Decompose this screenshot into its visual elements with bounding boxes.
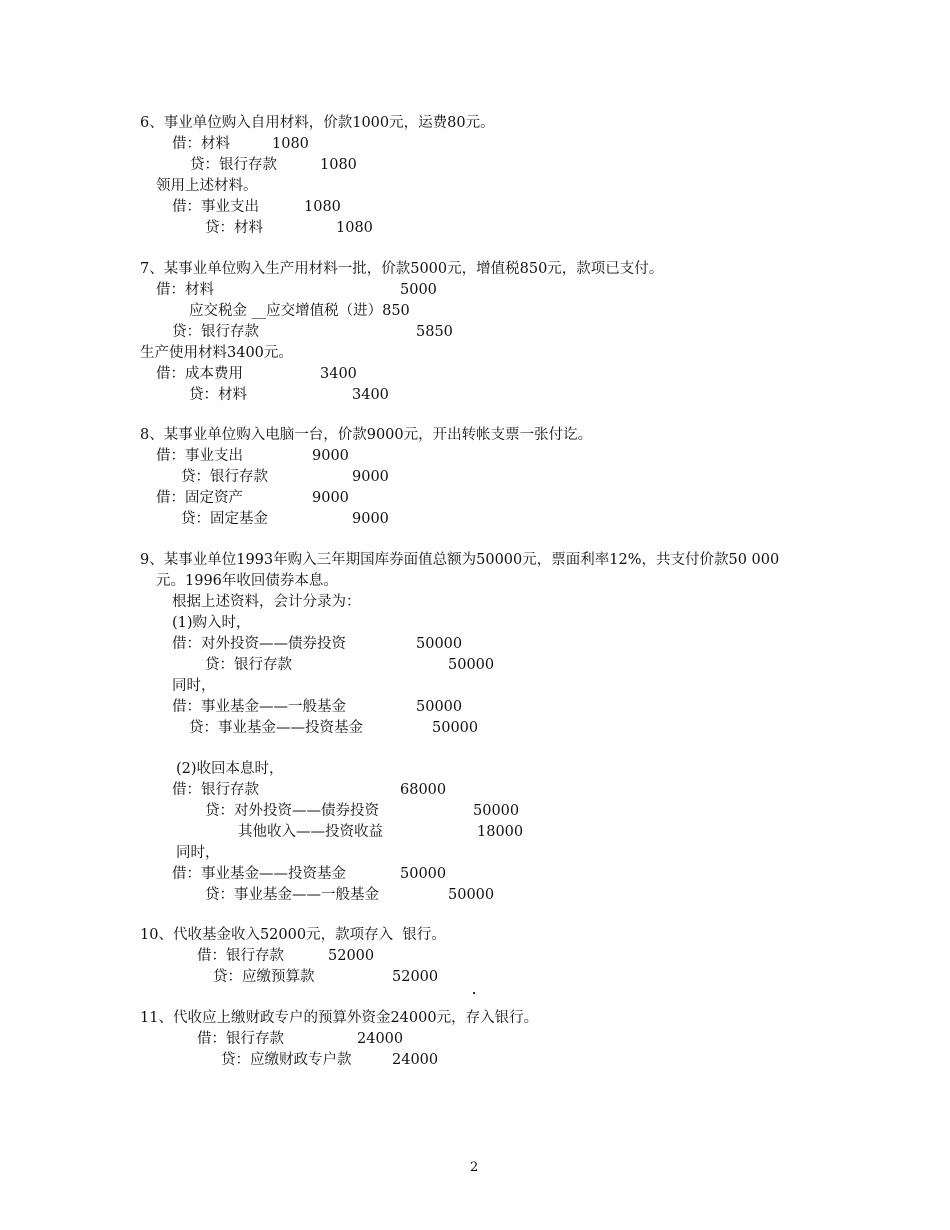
q8-debit-2: 借：固定资产 <box>156 490 243 506</box>
q7-title: 7、某事业单位购入生产用材料一批，价款5000元，增值税850元，款项已支付。 <box>140 261 664 277</box>
q9-same-time-2: 同时， <box>176 845 220 861</box>
q8-title: 8、某事业单位购入电脑一台，价款9000元，开出转帐支票一张付讫。 <box>140 427 593 443</box>
q6-debit-2-amount: 1080 <box>304 199 341 215</box>
q9-part-2: (2)收回本息时， <box>176 761 284 777</box>
q6-debit: 借：材料 <box>172 136 230 152</box>
q9-credit-4: 其他收入——投资收益 <box>238 824 383 840</box>
q7-debit-amount: 5000 <box>400 282 437 298</box>
q9-credit-4-amount: 18000 <box>477 824 524 840</box>
q10-debit-amount: 52000 <box>328 948 375 964</box>
q7-credit-2: 贷：材料 <box>189 387 247 403</box>
q7-note: 生产使用材料3400元。 <box>140 345 293 361</box>
q7-credit-2-amount: 3400 <box>352 387 389 403</box>
q9-credit-5: 贷：事业基金——一般基金 <box>205 887 379 903</box>
q9-credit-3-amount: 50000 <box>473 803 520 819</box>
q6-debit-2: 借：事业支出 <box>172 199 259 215</box>
q8-debit-2-amount: 9000 <box>312 490 349 506</box>
q9-credit-1-amount: 50000 <box>448 657 495 673</box>
q7-debit: 借：材料 <box>156 282 214 298</box>
q8-debit: 借：事业支出 <box>156 448 243 464</box>
q11-debit: 借：银行存款 <box>197 1031 284 1047</box>
q7-credit: 贷：银行存款 <box>172 324 259 340</box>
q11-credit-amount: 24000 <box>392 1052 439 1068</box>
q9-intro: 根据上述资料，会计分录为： <box>172 594 361 610</box>
q6-credit: 贷：银行存款 <box>190 157 277 173</box>
q9-credit-1: 贷：银行存款 <box>205 657 292 673</box>
q9-credit-2-amount: 50000 <box>432 720 479 736</box>
q11-debit-amount: 24000 <box>357 1031 404 1047</box>
q8-debit-amount: 9000 <box>312 448 349 464</box>
q6-credit-2-amount: 1080 <box>336 220 373 236</box>
q9-title-line-2: 元。1996年收回债券本息。 <box>156 573 338 589</box>
q8-credit-amount: 9000 <box>352 469 389 485</box>
q11-title: 11、代收应上缴财政专户的预算外资金24000元，存入银行。 <box>140 1010 539 1026</box>
q7-debit-2: 借：成本费用 <box>156 366 243 382</box>
q10-credit: 贷：应缴预算款 <box>213 969 315 985</box>
q9-debit-4: 借：事业基金——投资基金 <box>172 866 346 882</box>
q9-debit-1-amount: 50000 <box>416 636 463 652</box>
q6-title: 6、事业单位购入自用材料，价款1000元，运费80元。 <box>140 115 495 131</box>
q9-debit-4-amount: 50000 <box>400 866 447 882</box>
q8-credit-2-amount: 9000 <box>352 511 389 527</box>
q9-part-1: (1)购入时， <box>172 615 251 631</box>
q10-credit-amount: 52000 <box>392 969 439 985</box>
q10-title: 10、代收基金收入52000元，款项存入 银行。 <box>140 927 446 943</box>
q9-title-line-1: 9、某事业单位1993年购入三年期国库券面值总额为50000元，票面利率12%，共支付价款50 000 <box>140 552 780 568</box>
q9-debit-1: 借：对外投资——债券投资 <box>172 636 346 652</box>
q7-tax-line: 应交税金 __应交增值税（进）850 <box>189 303 410 319</box>
q10-debit: 借：银行存款 <box>197 948 284 964</box>
q9-credit-2: 贷：事业基金——投资基金 <box>189 720 363 736</box>
q9-same-time-1: 同时， <box>172 678 216 694</box>
q6-note: 领用上述材料。 <box>156 178 258 194</box>
q9-debit-3-amount: 68000 <box>400 782 447 798</box>
q6-debit-amount: 1080 <box>272 136 309 152</box>
q9-debit-2: 借：事业基金——一般基金 <box>172 699 346 715</box>
q6-credit-2: 贷：材料 <box>205 220 263 236</box>
q7-debit-2-amount: 3400 <box>320 366 357 382</box>
q6-credit-amount: 1080 <box>320 157 357 173</box>
q9-credit-3: 贷：对外投资——债券投资 <box>205 803 379 819</box>
page-number: 2 <box>470 1160 479 1175</box>
q9-credit-5-amount: 50000 <box>448 887 495 903</box>
stray-dot <box>473 992 475 994</box>
q11-credit: 贷：应缴财政专户款 <box>221 1052 352 1068</box>
q9-debit-2-amount: 50000 <box>416 699 463 715</box>
q7-credit-amount: 5850 <box>416 324 453 340</box>
q8-credit: 贷：银行存款 <box>181 469 268 485</box>
q9-debit-3: 借：银行存款 <box>172 782 259 798</box>
q8-credit-2: 贷：固定基金 <box>181 511 268 527</box>
